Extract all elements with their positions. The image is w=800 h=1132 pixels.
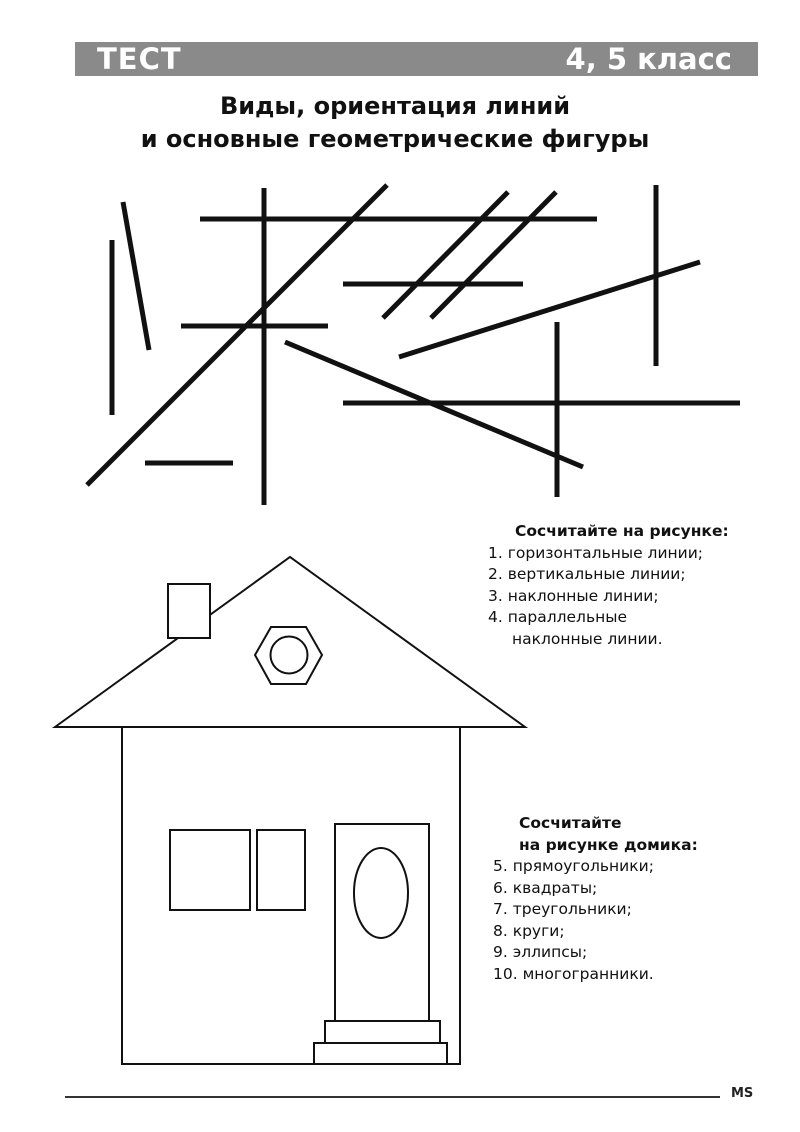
list-item [493,964,698,986]
item-text: квадраты; [512,878,598,897]
list-item [488,543,729,565]
door-step-bottom [314,1043,447,1064]
item-number: 1. [488,543,503,562]
item-text: треугольники; [512,900,632,918]
item-text-continued: наклонные линии. [512,629,663,648]
item-text: эллипсы; [512,943,588,961]
item-number: 6. [493,878,508,897]
task-lines-block [488,521,729,650]
window-small [257,830,305,910]
item-text: вертикальные линии; [507,565,686,583]
list-item [488,607,729,650]
task-house-list [493,856,698,985]
task-lines-list [488,543,729,651]
item-text: наклонные линии; [507,586,659,605]
list-item [493,899,698,921]
page-title-line-1: Виды, ориентация линий [219,92,571,120]
item-number: 9. [493,943,508,961]
item-text: прямоугольники; [512,857,654,875]
footer-divider [65,1096,720,1098]
list-item [493,856,698,878]
item-number: 10. [493,964,518,983]
item-number: 8. [493,921,508,940]
item-text: многогранники. [522,964,654,983]
task-lines-heading: Сосчитайте на рисунке: [515,522,729,540]
item-number: 5. [493,857,508,875]
task-house-heading-line-2: на рисунке домика: [519,835,698,854]
header-grade-label: 4, 5 класс [565,42,732,76]
roof-window-circle [271,637,308,674]
page-title-line-2: и основные геометрические фигуры [140,125,650,153]
item-text: горизонтальные линии; [507,543,704,562]
door-step-top [325,1021,440,1043]
footer-logo: MS [731,1086,754,1101]
item-number: 7. [493,900,508,918]
list-item [488,586,729,608]
item-number: 2. [488,565,503,583]
line-slanted [431,192,556,318]
list-item [493,942,698,964]
list-item [493,878,698,900]
task-house-block [493,813,698,985]
header-test-label: ТЕСТ [97,42,182,76]
line-slanted [123,202,149,350]
task-house-heading-line-1: Сосчитайте [519,814,622,832]
line-slanted [383,192,508,318]
item-text: круги; [512,921,565,940]
door-window-ellipse [354,848,408,938]
item-number: 3. [488,586,503,605]
list-item [488,564,729,586]
lines-figure [87,185,740,505]
window-large [170,830,250,910]
list-item [493,921,698,943]
item-text: параллельные [507,608,628,626]
line-slanted [87,185,387,485]
chimney [168,584,210,638]
item-number: 4. [488,608,503,626]
house-figure [55,557,525,1064]
